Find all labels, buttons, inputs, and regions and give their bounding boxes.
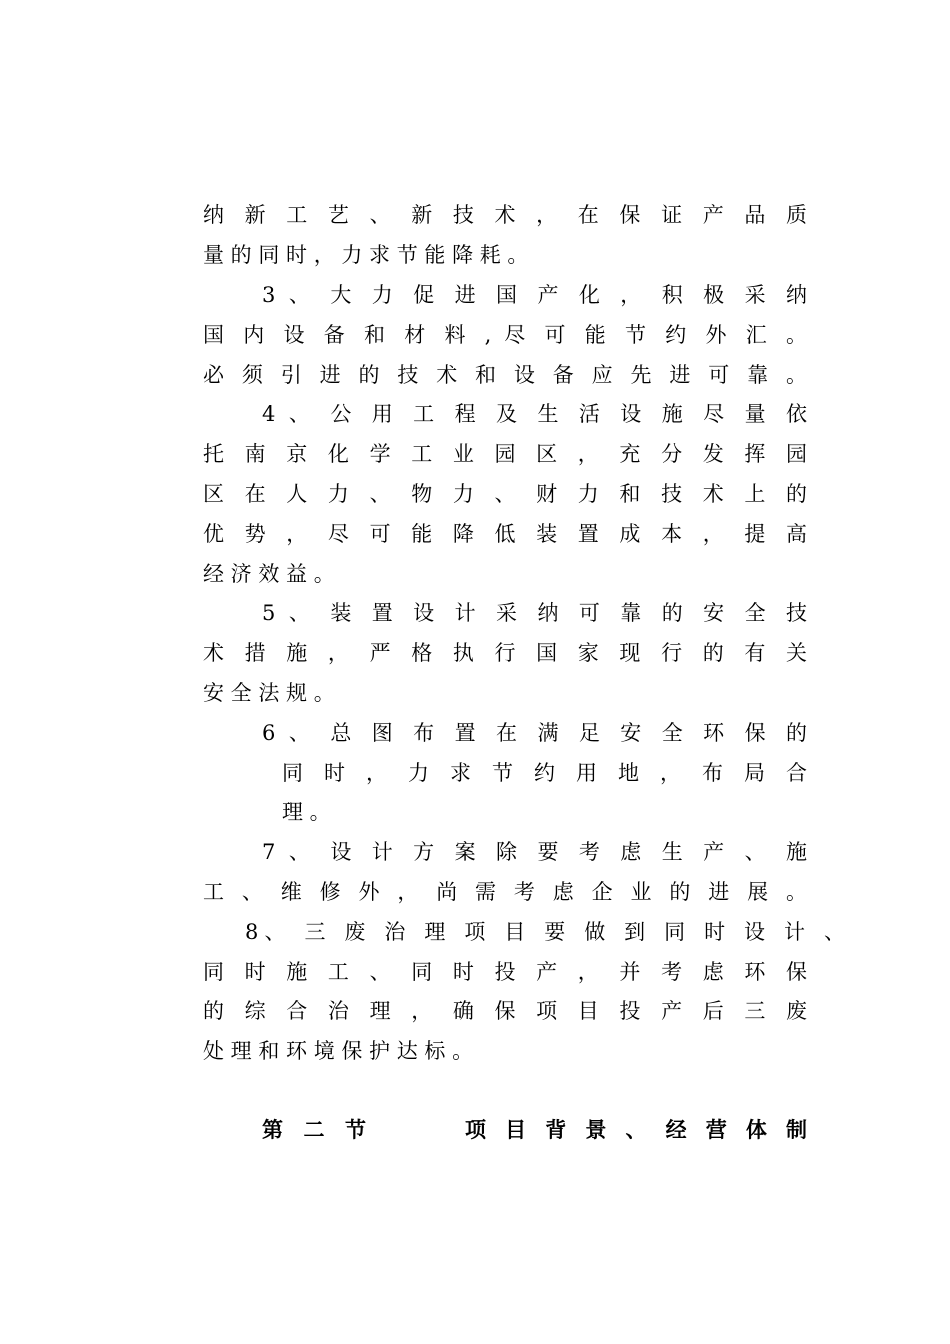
text-line: 7 、 设 计 方 案 除 要 考 虑 生 产 、 施 bbox=[262, 840, 807, 864]
text-line: 国 内 设 备 和 材 料 , 尽 可 能 节 约 外 汇 。 bbox=[203, 323, 807, 347]
text-line: 4 、 公 用 工 程 及 生 活 设 施 尽 量 依 bbox=[262, 402, 807, 426]
section-number: 第 二 节 bbox=[262, 1117, 366, 1142]
section-title: 项 目 背 景 、 经 营 体 制 bbox=[465, 1117, 807, 1142]
text-line: 托 南 京 化 学 工 业 园 区 ， 充 分 发 挥 园 bbox=[203, 442, 807, 466]
text-line: 优 势 ， 尽 可 能 降 低 装 置 成 本 ， 提 高 bbox=[203, 522, 807, 546]
text-line: 5 、 装 置 设 计 采 纳 可 靠 的 安 全 技 bbox=[262, 601, 807, 625]
text-line: 工 、 维 修 外 ， 尚 需 考 虑 企 业 的 进 展 。 bbox=[203, 880, 807, 904]
text-line: 安 全 法 规 。 bbox=[203, 681, 335, 705]
text-line: 处 理 和 环 境 保 护 达 标 。 bbox=[203, 1039, 474, 1063]
text-line: 量 的 同 时 ， 力 求 节 能 降 耗 。 bbox=[203, 243, 529, 267]
text-line: 区 在 人 力 、 物 力 、 财 力 和 技 术 上 的 bbox=[203, 482, 807, 506]
text-line: 的 综 合 治 理 ， 确 保 项 目 投 产 后 三 废 bbox=[203, 999, 807, 1023]
text-line: 3 、 大 力 促 进 国 产 化 ， 积 极 采 纳 bbox=[262, 283, 807, 307]
text-line: 同 时 ， 力 求 节 约 用 地 ， 布 局 合 bbox=[282, 761, 807, 785]
text-line: 理 。 bbox=[282, 800, 331, 824]
text-line: 术 措 施 ， 严 格 执 行 国 家 现 行 的 有 关 bbox=[203, 641, 807, 665]
text-line: 必 须 引 进 的 技 术 和 设 备 应 先 进 可 靠 。 bbox=[203, 363, 807, 387]
text-line: 8、 三 废 治 理 项 目 要 做 到 同 时 设 计 、 bbox=[245, 920, 845, 944]
text-line: 同 时 施 工 、 同 时 投 产 ， 并 考 虑 环 保 bbox=[203, 960, 807, 984]
text-line: 纳 新 工 艺 、 新 技 术 ， 在 保 证 产 品 质 bbox=[203, 203, 807, 227]
text-line: 6 、 总 图 布 置 在 满 足 安 全 环 保 的 bbox=[262, 721, 807, 745]
text-line: 经 济 效 益 。 bbox=[203, 562, 335, 586]
